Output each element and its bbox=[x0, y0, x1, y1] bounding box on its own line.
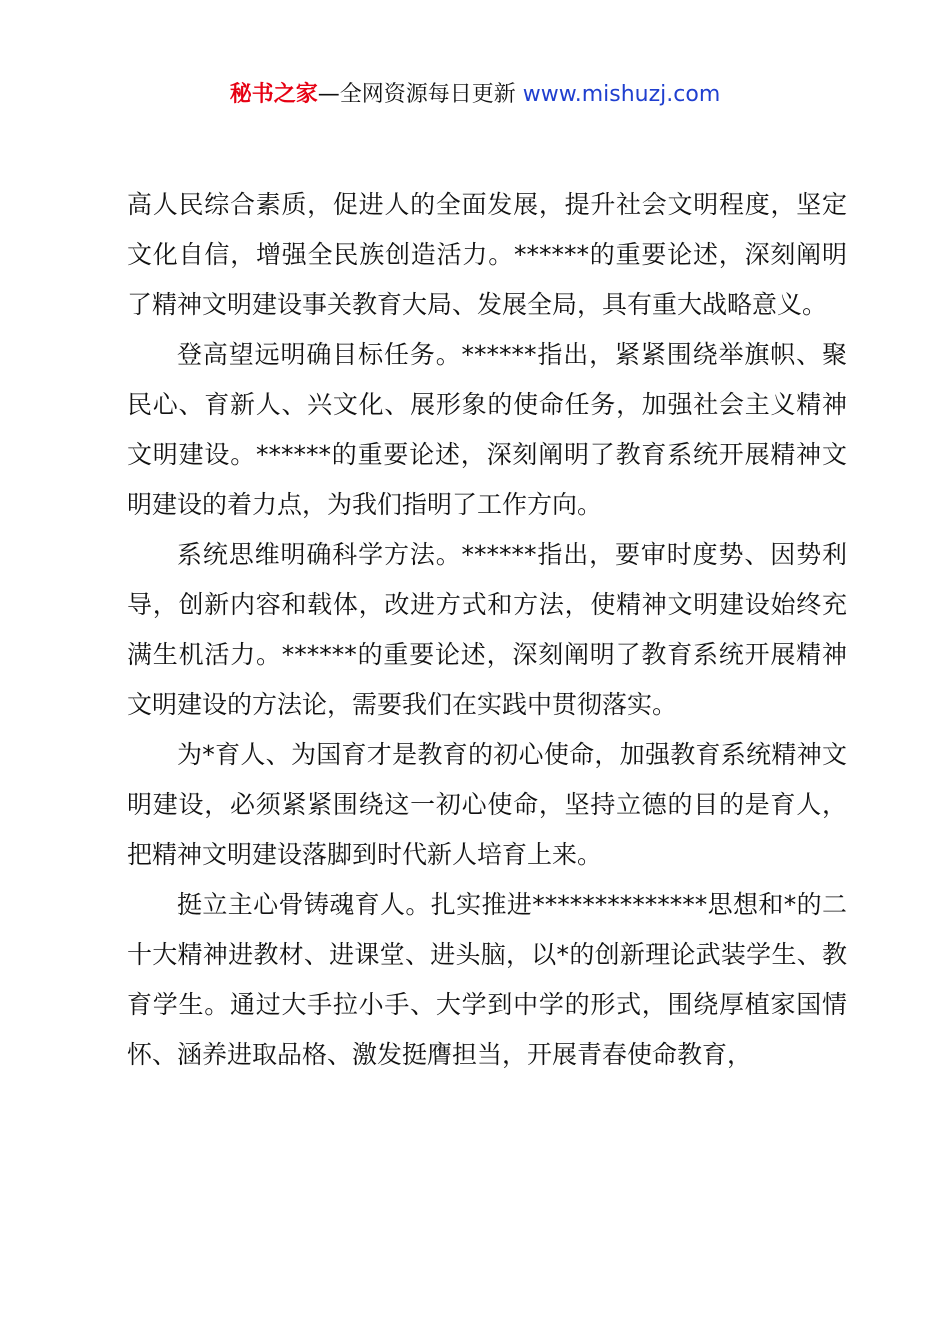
paragraph: 高人民综合素质，促进人的全面发展，提升社会文明程度，坚定文化自信，增强全民族创造活力。******的重要论述，深刻阐明了精神文明建设事关教育大局、发展全局，具有重大战略意义。 bbox=[127, 190, 847, 319]
paragraph: 系统思维明确科学方法。******指出，要审时度势、因势利导，创新内容和载体，改进方式和方法，使精神文明建设始终充满生机活力。******的重要论述，深刻阐明了教育系统开展精神文明建设的方法论，需要我们在实践中贯彻落实。 bbox=[127, 540, 847, 719]
document-body bbox=[127, 180, 847, 1080]
page-header bbox=[0, 80, 950, 110]
brand-name: 秘书之家 bbox=[229, 82, 318, 107]
website-url: www.mishuzj.com bbox=[522, 82, 721, 107]
header-tagline: —全网资源每日更新 bbox=[317, 82, 523, 107]
paragraph: 登高望远明确目标任务。******指出，紧紧围绕举旗帜、聚民心、育新人、兴文化、展形象的使命任务，加强社会主义精神文明建设。******的重要论述，深刻阐明了教育系统开展精神文明建设的着力点，为我们指明了工作方向。 bbox=[127, 340, 847, 519]
paragraph: 挺立主心骨铸魂育人。扎实推进**************思想和*的二十大精神进教材、进课堂、进头脑，以*的创新理论武装学生、教育学生。通过大手拉小手、大学到中学的形式，围绕厚植家国情怀、涵养进取品格、激发挺膺担当，开展青春使命教育， bbox=[127, 890, 847, 1069]
paragraph: 为*育人、为国育才是教育的初心使命，加强教育系统精神文明建设，必须紧紧围绕这一初心使命，坚持立德的目的是育人，把精神文明建设落脚到时代新人培育上来。 bbox=[127, 740, 847, 869]
